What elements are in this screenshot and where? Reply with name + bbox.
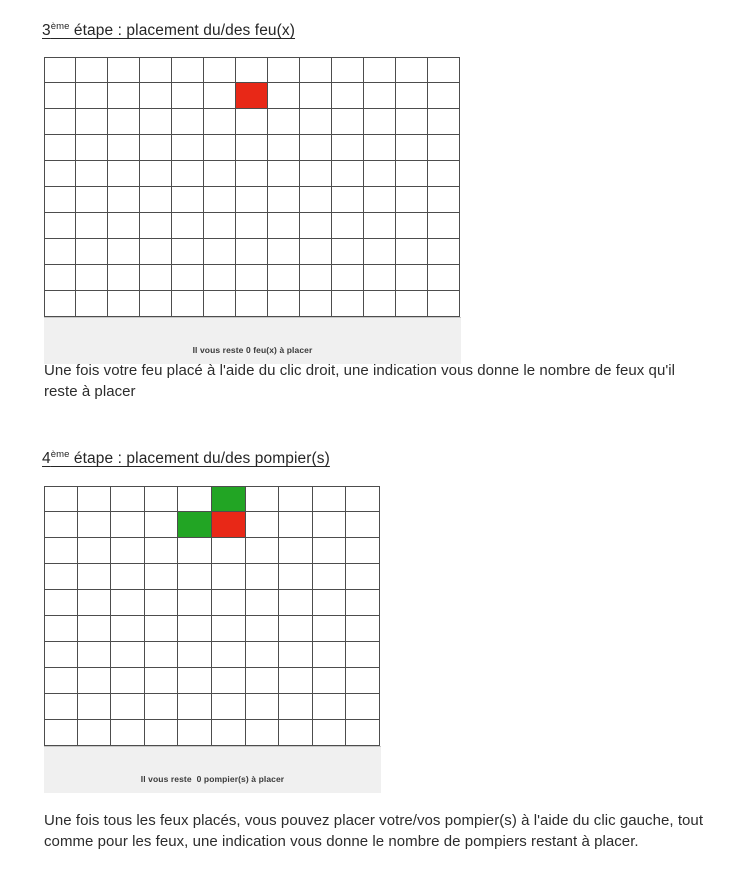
grid-cell-empty[interactable] [44, 83, 76, 109]
grid-cell-empty[interactable] [428, 83, 460, 109]
grid-cell-empty[interactable] [108, 291, 140, 317]
grid-cell-empty[interactable] [236, 161, 268, 187]
grid-cell-empty[interactable] [108, 265, 140, 291]
grid-cell-empty[interactable] [279, 564, 313, 590]
grid-cell-empty[interactable] [364, 57, 396, 83]
grid-cell-empty[interactable] [44, 291, 76, 317]
grid-cell-empty[interactable] [332, 187, 364, 213]
grid-cell-empty[interactable] [145, 616, 179, 642]
grid-row [44, 668, 381, 694]
grid-cell-empty[interactable] [236, 213, 268, 239]
grid-cell-firefighter[interactable] [212, 486, 246, 512]
grid-cell-empty[interactable] [145, 512, 179, 538]
grid-cell-empty[interactable] [396, 187, 428, 213]
grid-cell-empty[interactable] [140, 239, 172, 265]
grid-cell-empty[interactable] [111, 486, 145, 512]
grid-cell-empty[interactable] [44, 57, 76, 83]
grid-cell-empty[interactable] [300, 83, 332, 109]
grid-cell-empty[interactable] [108, 57, 140, 83]
grid-cell-empty[interactable] [279, 512, 313, 538]
grid-row [44, 265, 461, 291]
grid-cell-empty[interactable] [140, 135, 172, 161]
grid-cell-empty[interactable] [172, 135, 204, 161]
grid-cell-empty[interactable] [236, 187, 268, 213]
grid-cell-empty[interactable] [140, 213, 172, 239]
grid-cell-empty[interactable] [178, 564, 212, 590]
grid-cell-empty[interactable] [246, 616, 280, 642]
grid-cell-empty[interactable] [279, 616, 313, 642]
grid-cell-empty[interactable] [76, 161, 108, 187]
grid-cell-empty[interactable] [332, 57, 364, 83]
grid-cell-empty[interactable] [76, 57, 108, 83]
grid-cell-empty[interactable] [44, 564, 78, 590]
grid-cell-empty[interactable] [140, 265, 172, 291]
grid-cell-empty[interactable] [332, 83, 364, 109]
grid-cell-empty[interactable] [145, 564, 179, 590]
grid-cell-empty[interactable] [346, 564, 380, 590]
grid-cell-empty[interactable] [300, 109, 332, 135]
grid-cell-empty[interactable] [246, 668, 280, 694]
status-bar-firefighters-text: Il vous reste 0 pompier(s) à placer [140, 774, 285, 784]
grid-cell-empty[interactable] [111, 616, 145, 642]
grid-cell-empty[interactable] [313, 642, 347, 668]
grid-row [44, 109, 461, 135]
grid-cell-empty[interactable] [204, 265, 236, 291]
grid-cell-empty[interactable] [396, 213, 428, 239]
grid-cell-empty[interactable] [332, 213, 364, 239]
grid-cell-empty[interactable] [236, 135, 268, 161]
grid-cell-empty[interactable] [300, 265, 332, 291]
grid-cell-empty[interactable] [78, 538, 112, 564]
grid-cell-empty[interactable] [76, 83, 108, 109]
grid-cell-empty[interactable] [246, 512, 280, 538]
grid-cell-empty[interactable] [428, 291, 460, 317]
heading-number: 3 [42, 22, 51, 39]
grid-row [44, 213, 461, 239]
grid-cell-empty[interactable] [44, 213, 76, 239]
grid-cell-empty[interactable] [178, 668, 212, 694]
grid-cell-empty[interactable] [44, 486, 78, 512]
grid-cell-empty[interactable] [44, 239, 76, 265]
grid-cell-empty[interactable] [268, 83, 300, 109]
grid-cell-empty[interactable] [346, 512, 380, 538]
grid-cell-empty[interactable] [268, 291, 300, 317]
heading-ordinal-suffix: ème [50, 448, 70, 460]
grid-cell-empty[interactable] [111, 694, 145, 720]
grid-row [44, 564, 381, 590]
heading-ordinal-suffix: ème [50, 20, 70, 32]
grid-cell-empty[interactable] [76, 187, 108, 213]
grid-cell-empty[interactable] [145, 694, 179, 720]
grid-cell-empty[interactable] [111, 538, 145, 564]
grid-cell-empty[interactable] [332, 135, 364, 161]
grid-cell-empty[interactable] [108, 83, 140, 109]
grid-cell-empty[interactable] [396, 57, 428, 83]
grid-cell-empty[interactable] [236, 57, 268, 83]
grid-cell-empty[interactable] [145, 642, 179, 668]
status-bar-fires-text: Il vous reste 0 feu(x) à placer [192, 345, 313, 355]
grid-cell-empty[interactable] [332, 239, 364, 265]
paragraph-step3: Une fois votre feu placé à l'aide du clic droit, une indication vous donne le nombre de feux qu'il reste à placer [44, 362, 676, 400]
grid-cell-empty[interactable] [236, 265, 268, 291]
grid-cell-empty[interactable] [44, 135, 76, 161]
grid-cell-empty[interactable] [346, 590, 380, 616]
grid-cell-empty[interactable] [279, 642, 313, 668]
grid-cell-empty[interactable] [111, 564, 145, 590]
grid-cell-empty[interactable] [300, 161, 332, 187]
grid-row [44, 135, 461, 161]
grid-cell-empty[interactable] [78, 564, 112, 590]
paragraph-step4: Une fois tous les feux placés, vous pouvez placer votre/vos pompier(s) à l'aide du clic gauche, tout comme pour les feux, une indication vous donne le nombre de pompiers restant à placer. [44, 812, 704, 850]
status-bar-fires [44, 317, 461, 364]
grid-cell-empty[interactable] [212, 564, 246, 590]
grid-cell-empty[interactable] [108, 135, 140, 161]
grid-cell-empty[interactable] [78, 486, 112, 512]
grid-cell-empty[interactable] [44, 512, 78, 538]
grid-cell-empty[interactable] [212, 642, 246, 668]
grid-cell-empty[interactable] [313, 486, 347, 512]
grid-cell-empty[interactable] [279, 590, 313, 616]
grid-cell-empty[interactable] [212, 616, 246, 642]
grid-cell-empty[interactable] [76, 265, 108, 291]
grid-cell-empty[interactable] [44, 590, 78, 616]
grid-cell-empty[interactable] [364, 239, 396, 265]
grid-cell-empty[interactable] [145, 590, 179, 616]
grid-cell-empty[interactable] [212, 668, 246, 694]
grid-cell-empty[interactable] [44, 668, 78, 694]
grid-cell-empty[interactable] [111, 642, 145, 668]
grid-cell-empty[interactable] [204, 83, 236, 109]
grid-cell-empty[interactable] [246, 564, 280, 590]
grid-cell-empty[interactable] [313, 616, 347, 642]
grid-cell-empty[interactable] [300, 135, 332, 161]
grid-cell-empty[interactable] [204, 187, 236, 213]
grid-cell-empty[interactable] [44, 265, 76, 291]
grid-cell-empty[interactable] [76, 291, 108, 317]
grid-row [44, 187, 461, 213]
grid-cell-empty[interactable] [78, 720, 112, 746]
grid-cell-empty[interactable] [236, 239, 268, 265]
heading-text: étape : placement du/des pompier(s) [69, 450, 330, 467]
grid-cell-empty[interactable] [428, 265, 460, 291]
grid-cell-empty[interactable] [78, 694, 112, 720]
grid-cell-empty[interactable] [204, 213, 236, 239]
grid-cell-empty[interactable] [212, 538, 246, 564]
grid-cell-empty[interactable] [332, 291, 364, 317]
grid-row [44, 694, 381, 720]
grid-cell-empty[interactable] [178, 590, 212, 616]
fire-placement-widget[interactable] [44, 57, 461, 364]
grid-cell-empty[interactable] [268, 109, 300, 135]
grid-cell-empty[interactable] [313, 720, 347, 746]
grid-row [44, 57, 461, 83]
grid-cell-empty[interactable] [78, 668, 112, 694]
grid-cell-empty[interactable] [396, 109, 428, 135]
grid-cell-empty[interactable] [172, 265, 204, 291]
grid-cell-empty[interactable] [204, 239, 236, 265]
grid-cell-empty[interactable] [236, 109, 268, 135]
grid-cell-empty[interactable] [44, 616, 78, 642]
grid-cell-empty[interactable] [268, 57, 300, 83]
grid-cell-empty[interactable] [246, 642, 280, 668]
grid-cell-empty[interactable] [332, 161, 364, 187]
grid-row [44, 291, 461, 317]
grid-cell-empty[interactable] [44, 109, 76, 135]
grid-cell-empty[interactable] [246, 720, 280, 746]
grid-cell-empty[interactable] [212, 590, 246, 616]
grid-row [44, 720, 381, 746]
grid-cell-empty[interactable] [140, 187, 172, 213]
heading-number: 4 [42, 450, 51, 467]
grid-cell-empty[interactable] [364, 109, 396, 135]
grid-cell-empty[interactable] [428, 187, 460, 213]
grid-cell-empty[interactable] [204, 57, 236, 83]
grid-cell-empty[interactable] [279, 694, 313, 720]
grid-cell-empty[interactable] [178, 486, 212, 512]
grid-cell-empty[interactable] [313, 694, 347, 720]
grid-cell-empty[interactable] [108, 187, 140, 213]
grid-cell-empty[interactable] [108, 161, 140, 187]
grid-cell-empty[interactable] [172, 109, 204, 135]
grid-cell-empty[interactable] [300, 213, 332, 239]
grid-cell-empty[interactable] [236, 291, 268, 317]
grid-cell-empty[interactable] [428, 213, 460, 239]
grid-cell-empty[interactable] [268, 187, 300, 213]
status-bar-firefighters [44, 746, 381, 793]
grid-cell-empty[interactable] [364, 135, 396, 161]
grid-cell-empty[interactable] [268, 239, 300, 265]
grid-cell-empty[interactable] [111, 512, 145, 538]
grid-cell-empty[interactable] [172, 291, 204, 317]
grid-cell-empty[interactable] [172, 213, 204, 239]
grid-row [44, 512, 381, 538]
grid-cell-empty[interactable] [108, 109, 140, 135]
grid-cell-firefighter[interactable] [178, 512, 212, 538]
grid-cell-empty[interactable] [172, 239, 204, 265]
grid-cell-empty[interactable] [78, 590, 112, 616]
grid-cell-empty[interactable] [246, 590, 280, 616]
grid-cell-empty[interactable] [428, 135, 460, 161]
grid-cell-empty[interactable] [212, 694, 246, 720]
grid-cell-empty[interactable] [279, 720, 313, 746]
grid-cell-empty[interactable] [246, 486, 280, 512]
grid-cell-empty[interactable] [279, 668, 313, 694]
grid-cell-empty[interactable] [178, 642, 212, 668]
grid-cell-empty[interactable] [78, 512, 112, 538]
grid-cell-empty[interactable] [212, 720, 246, 746]
grid-cell-empty[interactable] [300, 291, 332, 317]
grid-cell-empty[interactable] [346, 486, 380, 512]
grid-cell-empty[interactable] [140, 161, 172, 187]
grid-cell-empty[interactable] [204, 135, 236, 161]
grid-cell-empty[interactable] [140, 83, 172, 109]
grid-row [44, 239, 461, 265]
grid-cell-empty[interactable] [428, 239, 460, 265]
grid-cell-empty[interactable] [44, 720, 78, 746]
grid-cell-empty[interactable] [145, 486, 179, 512]
grid-cell-empty[interactable] [111, 590, 145, 616]
grid-cell-empty[interactable] [246, 538, 280, 564]
grid-row [44, 161, 461, 187]
grid-cell-empty[interactable] [396, 291, 428, 317]
grid-cell-empty[interactable] [428, 161, 460, 187]
grid-cell-empty[interactable] [78, 642, 112, 668]
grid-cell-empty[interactable] [178, 694, 212, 720]
section-heading-step4 [42, 450, 330, 468]
grid-cell-empty[interactable] [346, 642, 380, 668]
grid-cell-empty[interactable] [268, 265, 300, 291]
grid-cell-empty[interactable] [428, 57, 460, 83]
grid-cell-empty[interactable] [172, 161, 204, 187]
grid-cell-empty[interactable] [279, 538, 313, 564]
grid-cell-empty[interactable] [76, 213, 108, 239]
grid-cell-empty[interactable] [364, 291, 396, 317]
grid-cell-empty[interactable] [268, 213, 300, 239]
grid-cell-empty[interactable] [300, 239, 332, 265]
game-grid-firefighters[interactable] [44, 486, 381, 746]
grid-cell-empty[interactable] [428, 109, 460, 135]
grid-cell-empty[interactable] [246, 694, 280, 720]
grid-cell-empty[interactable] [145, 720, 179, 746]
grid-cell-fire[interactable] [236, 83, 268, 109]
grid-cell-empty[interactable] [396, 239, 428, 265]
heading-text: étape : placement du/des feu(x) [69, 22, 296, 39]
grid-cell-empty[interactable] [172, 57, 204, 83]
grid-cell-empty[interactable] [145, 668, 179, 694]
grid-cell-empty[interactable] [313, 590, 347, 616]
grid-cell-empty[interactable] [44, 187, 76, 213]
grid-cell-empty[interactable] [145, 538, 179, 564]
grid-cell-empty[interactable] [332, 109, 364, 135]
grid-cell-empty[interactable] [396, 161, 428, 187]
game-grid-fires[interactable] [44, 57, 461, 317]
grid-cell-empty[interactable] [396, 265, 428, 291]
grid-cell-empty[interactable] [172, 83, 204, 109]
grid-cell-empty[interactable] [396, 135, 428, 161]
grid-cell-empty[interactable] [44, 161, 76, 187]
grid-cell-empty[interactable] [76, 239, 108, 265]
grid-row [44, 590, 381, 616]
grid-cell-empty[interactable] [140, 57, 172, 83]
grid-cell-empty[interactable] [300, 187, 332, 213]
grid-cell-empty[interactable] [76, 109, 108, 135]
grid-cell-empty[interactable] [108, 213, 140, 239]
grid-cell-empty[interactable] [346, 538, 380, 564]
grid-cell-empty[interactable] [313, 512, 347, 538]
section-heading-step3 [42, 22, 295, 40]
grid-row [44, 642, 381, 668]
firefighter-placement-widget[interactable] [44, 486, 381, 793]
grid-cell-empty[interactable] [44, 694, 78, 720]
grid-row [44, 616, 381, 642]
grid-cell-empty[interactable] [346, 694, 380, 720]
grid-cell-empty[interactable] [140, 291, 172, 317]
grid-cell-empty[interactable] [364, 187, 396, 213]
grid-cell-empty[interactable] [364, 213, 396, 239]
grid-cell-empty[interactable] [313, 564, 347, 590]
grid-cell-empty[interactable] [44, 538, 78, 564]
grid-cell-empty[interactable] [300, 57, 332, 83]
grid-cell-fire[interactable] [212, 512, 246, 538]
grid-cell-empty[interactable] [204, 109, 236, 135]
grid-cell-empty[interactable] [313, 538, 347, 564]
grid-cell-empty[interactable] [111, 668, 145, 694]
grid-cell-empty[interactable] [178, 720, 212, 746]
grid-cell-empty[interactable] [396, 83, 428, 109]
grid-cell-empty[interactable] [178, 616, 212, 642]
grid-cell-empty[interactable] [279, 486, 313, 512]
grid-cell-empty[interactable] [268, 161, 300, 187]
grid-row [44, 83, 461, 109]
grid-cell-empty[interactable] [204, 291, 236, 317]
grid-cell-empty[interactable] [364, 265, 396, 291]
grid-cell-empty[interactable] [346, 720, 380, 746]
grid-cell-empty[interactable] [178, 538, 212, 564]
grid-cell-empty[interactable] [268, 135, 300, 161]
grid-cell-empty[interactable] [346, 668, 380, 694]
grid-cell-empty[interactable] [172, 187, 204, 213]
grid-cell-empty[interactable] [140, 109, 172, 135]
grid-cell-empty[interactable] [44, 642, 78, 668]
grid-cell-empty[interactable] [364, 83, 396, 109]
grid-cell-empty[interactable] [346, 616, 380, 642]
grid-cell-empty[interactable] [76, 135, 108, 161]
grid-cell-empty[interactable] [204, 161, 236, 187]
grid-cell-empty[interactable] [111, 720, 145, 746]
grid-cell-empty[interactable] [364, 161, 396, 187]
grid-row [44, 538, 381, 564]
grid-cell-empty[interactable] [78, 616, 112, 642]
grid-row [44, 486, 381, 512]
grid-cell-empty[interactable] [313, 668, 347, 694]
grid-cell-empty[interactable] [108, 239, 140, 265]
grid-cell-empty[interactable] [332, 265, 364, 291]
